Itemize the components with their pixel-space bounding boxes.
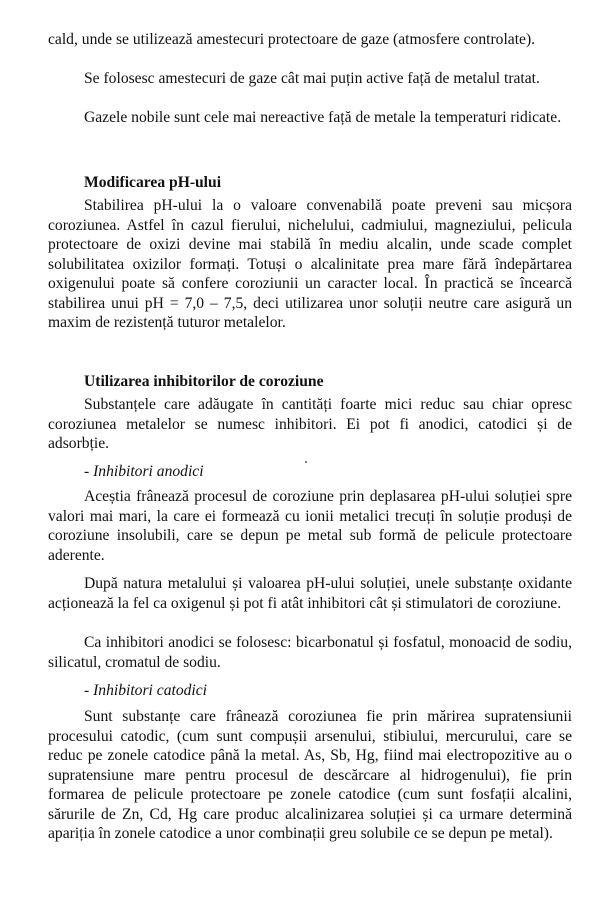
subheading-cathodic-inhibitors: - Inhibitori catodici — [84, 682, 207, 699]
paragraph-inactive-gases: Se folosesc amestecuri de gaze cât mai puțin active față de metalul tratat. — [84, 70, 540, 87]
paragraph-controlled-atmospheres: cald, unde se utilizează amestecuri protectoare de gaze (atmosfere controlate). — [48, 31, 536, 48]
paragraph-inhibitors-definition: Substanțele care adăugate în cantități foarte mici reduc sau chiar opresc coroziunea metalelor se numesc inhibitori. Ei pot fi anodici, catodici și de adsorbție. — [48, 396, 572, 452]
paragraph-oxidizing-substances: După natura metalului și valoarea pH-ului soluției, unele substanțe oxidante acționează la fel ca oxigenul și pot fi atât inhibitori cât și stimulatori de coroziune. — [48, 575, 572, 612]
heading-ph-modification: Modificarea pH-ului — [84, 174, 222, 191]
paragraph-ph-modification: Stabilirea pH-ului la o valoare convenabilă poate preveni sau micșora coroziunea. Astfel în cazul fierului, nichelului, cadmiului, magneziului, pelicula protectoare de oxizi devine mai stabilă în mediu alcalin, unde scade complet solubilitatea oxizilor formați. Totuși o alcalinitate prea mare fără îndepărtarea oxigenului poate să confere coroziunii un caracter local. În practică se încearcă stabilirea unui pH = 7,0 – 7,5, deci utilizarea unor soluții neutre care asigură un maxim de rezistență tuturor metalelor. — [48, 197, 572, 331]
paragraph-anodic-examples: Ca inhibitori anodici se folosesc: bicarbonatul și fosfatul, monoacid de sodiu, silicatul, cromatul de sodiu. — [48, 634, 572, 671]
stray-dot-mark — [305, 461, 307, 463]
paragraph-cathodic-mechanism: Sunt substanțe care frânează coroziunea fie prin mărirea supratensiunii procesului catodic, (cum sunt compușii arsenului, stibiului, mercurului, care se reduc pe zonele catodice până la metal. As, Sb, Hg, fiind mai electropozitive au o supratensiune mare pentru procesul de descărcare al hidrogenului), fie prin formarea de pelicule protectoare pe zonele catodice (cum sunt fosfații alcalini, sărurile de Zn, Cd, Hg care produc alcalinizarea soluției și ca urmare determină apariția în zonele catodice a unor combinații greu solubile ce se depun pe metal). — [48, 708, 572, 842]
subheading-anodic-inhibitors: - Inhibitori anodici — [84, 463, 204, 480]
paragraph-noble-gases: Gazele nobile sunt cele mai nereactive față de metale la temperaturi ridicate. — [84, 109, 562, 126]
heading-corrosion-inhibitors: Utilizarea inhibitorilor de coroziune — [84, 373, 324, 390]
paragraph-anodic-mechanism: Aceștia frânează procesul de coroziune prin deplasarea pH-ului soluției spre valori mai mari, la care ei formează cu ionii metalici trecuți în soluție produși de coroziune insolubili, care se depun pe metal sub formă de pelicule protectoare aderente. — [48, 488, 572, 564]
